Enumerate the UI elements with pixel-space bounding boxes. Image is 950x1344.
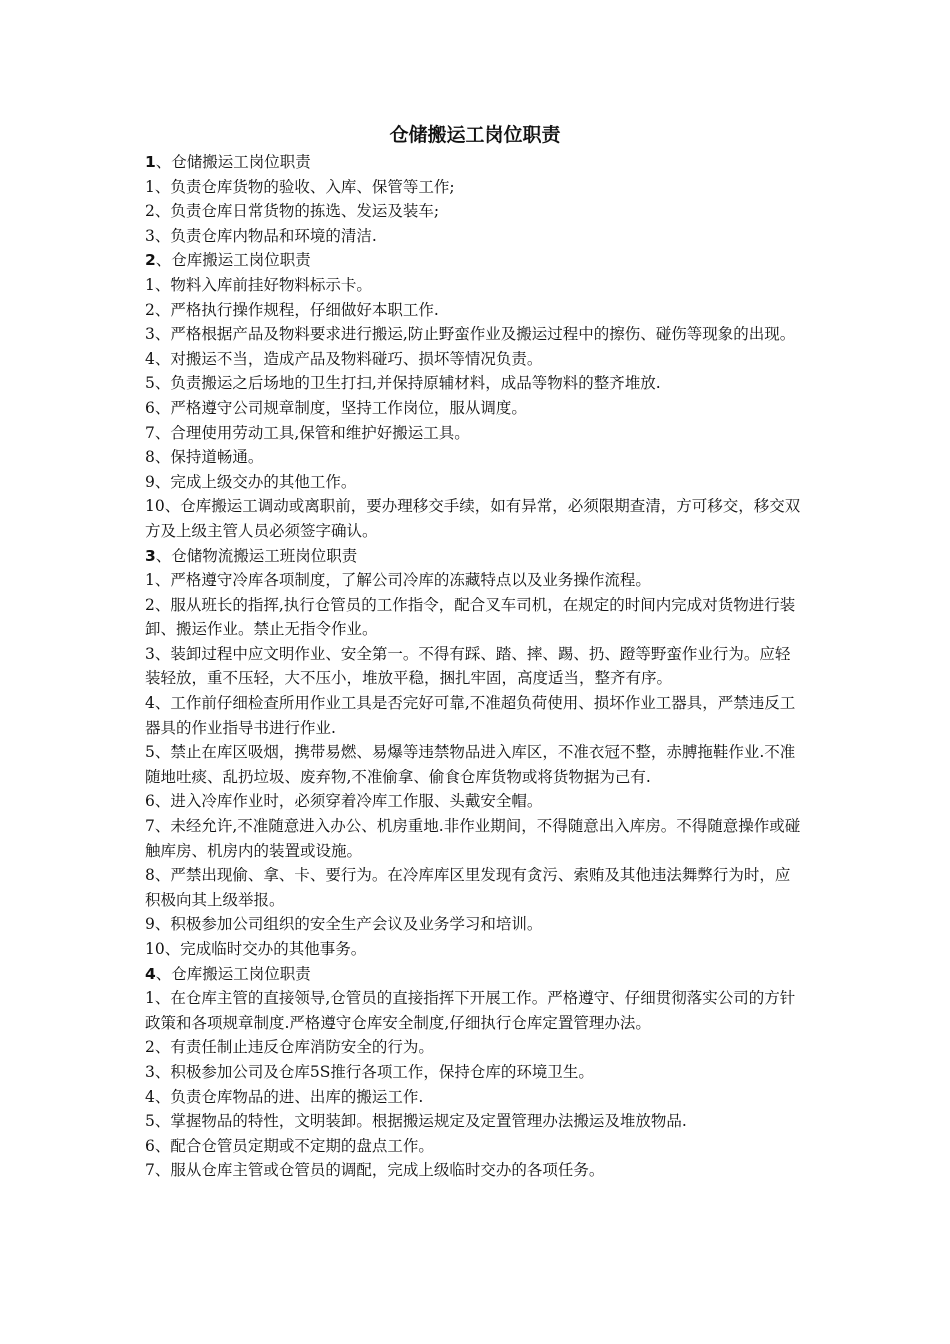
section-number: 1	[145, 153, 156, 171]
duty-item: 4、对搬运不当，造成产品及物料碰巧、损坏等情况负责。	[145, 349, 543, 368]
duty-item: 4、工作前仔细检查所用作业工具是否完好可靠,不准超负荷使用、损坏作业工器具，严禁违反工器具的作业指导书进行作业.	[145, 694, 796, 737]
duty-item: 1、物料入库前挂好物料标示卡。	[145, 275, 372, 294]
duty-item: 2、负责仓库日常货物的拣选、发运及装车;	[145, 202, 440, 221]
duty-item: 5、禁止在库区吸烟，携带易燃、易爆等违禁物品进入库区，不准衣冠不整，赤膊拖鞋作业.不准随地吐痰、乱扔垃圾、废弃物,不准偷拿、偷食仓库货物或将货物据为己有.	[145, 743, 796, 786]
duty-item: 6、严格遵守公司规章制度，坚持工作岗位，服从调度。	[145, 398, 527, 417]
duty-item: 5、掌握物品的特性，文明装卸。根据搬运规定及定置管理办法搬运及堆放物品.	[145, 1112, 687, 1131]
duty-item: 3、负责仓库内物品和环境的清洁.	[145, 226, 377, 245]
sections-container	[145, 150, 805, 1183]
duty-item: 7、未经允许,不准随意进入办公、机房重地.非作业期间，不得随意出入库房。不得随意操作或碰触库房、机房内的装置或设施。	[145, 817, 801, 860]
section-heading-text: 、仓库搬运工岗位职责	[155, 964, 311, 983]
duty-item: 10、完成临时交办的其他事务。	[145, 940, 367, 958]
duty-item: 8、保持道畅通。	[145, 448, 264, 467]
duty-item: 3、严格根据产品及物料要求进行搬运,防止野蛮作业及搬运过程中的擦伤、碰伤等现象的出现。	[145, 325, 796, 344]
section-heading	[145, 962, 805, 987]
duty-item: 9、积极参加公司组织的安全生产会议及业务学习和培训。	[145, 915, 543, 934]
section-number: 2	[145, 251, 156, 270]
duty-item: 2、有责任制止违反仓库消防安全的行为。	[145, 1038, 434, 1057]
duty-item: 5、负责搬运之后场地的卫生打扫,并保持原辅材料，成品等物料的整齐堆放.	[145, 374, 661, 393]
document-title: 仓储搬运工岗位职责	[389, 124, 561, 146]
section-heading	[145, 248, 805, 273]
section-heading-text: 、仓储物流搬运工班岗位职责	[155, 546, 358, 565]
duty-item: 6、配合仓管员定期或不定期的盘点工作。	[145, 1136, 434, 1155]
section-heading-text: 、仓库搬运工岗位职责	[155, 251, 311, 270]
duty-item: 7、服从仓库主管或仓管员的调配，完成上级临时交办的各项任务。	[145, 1161, 605, 1180]
duty-item: 1、在仓库主管的直接领导,仓管员的直接指挥下开展工作。严格遵守、仔细贯彻落实公司的方针政策和各项规章制度.严格遵守仓库安全制度,仔细执行仓库定置管理办法。	[145, 989, 796, 1032]
duty-item: 3、装卸过程中应文明作业、安全第一。不得有踩、踏、摔、踢、扔、蹬等野蛮作业行为。应轻装轻放，重不压轻，大不压小，堆放平稳，捆扎牢固，高度适当，整齐有序。	[145, 644, 791, 688]
section-number: 3	[145, 546, 156, 565]
duty-item: 2、服从班长的指挥,执行仓管员的工作指令，配合叉车司机，在规定的时间内完成对货物进行装卸、搬运作业。禁止无指令作业。	[145, 595, 796, 639]
duty-item: 3、积极参加公司及仓库5S推行各项工作，保持仓库的环境卫生。	[145, 1062, 594, 1081]
section-number: 4	[145, 964, 156, 983]
duty-item: 10、仓库搬运工调动或离职前，要办理移交手续，如有异常，必须限期查清，方可移交，移交双方及上级主管人员必须签字确认。	[145, 497, 801, 540]
duty-item: 6、进入冷库作业时，必须穿着冷库工作服、头戴安全帽。	[145, 792, 543, 811]
duty-item: 8、严禁出现偷、拿、卡、要行为。在冷库库区里发现有贪污、索贿及其他违法舞弊行为时，应积极向其上级举报。	[145, 866, 791, 909]
duty-item: 2、严格执行操作规程，仔细做好本职工作.	[145, 300, 439, 319]
duty-item: 4、负责仓库物品的进、出库的搬运工作.	[145, 1087, 424, 1106]
section-heading-text: 、仓储搬运工岗位职责	[155, 153, 311, 171]
section-heading	[145, 544, 805, 569]
duty-item: 1、严格遵守冷库各项制度，了解公司冷库的冻藏特点以及业务操作流程。	[145, 571, 651, 590]
duty-item: 1、负责仓库货物的验收、入库、保管等工作;	[145, 177, 455, 196]
duty-item: 9、完成上级交办的其他工作。	[145, 472, 357, 491]
section-heading	[145, 150, 805, 175]
document-page	[145, 122, 805, 1183]
duty-item: 7、合理使用劳动工具,保管和维护好搬运工具。	[145, 423, 470, 442]
